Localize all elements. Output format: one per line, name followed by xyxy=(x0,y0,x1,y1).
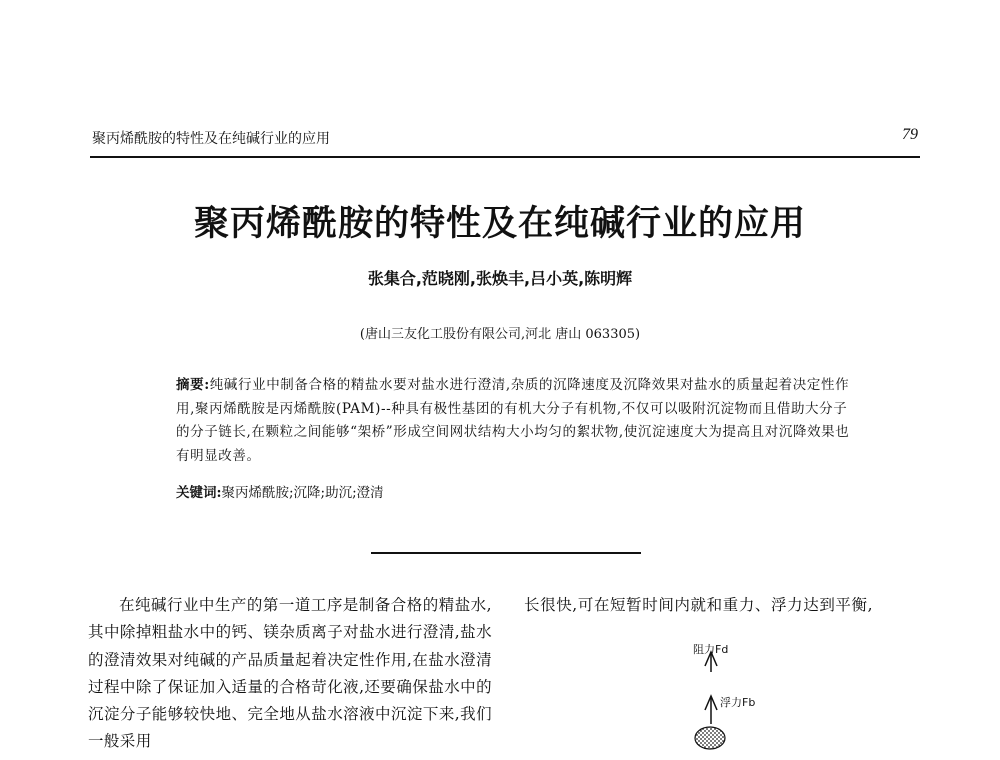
abstract-label: 摘要: xyxy=(176,377,210,393)
authors: 张集合,范晓刚,张焕丰,吕小英,陈明辉 xyxy=(367,269,633,288)
abstract-text: 纯碱行业中制备合格的精盐水要对盐水进行澄清,杂质的沉降速度及沉降效果对盐水的质量起着决定性作用,聚丙烯酰胺是丙烯酰胺(PAM)--种具有极性基团的有机大分子有机物,不仅可以吸附沉淀物而且借助大分子的分子链长,在颗粒之间能够“架桥”形成空间网状结构大小均匀的絮状物,使沉淀速度大为提高且对沉降效果也有明显改善。 xyxy=(176,377,850,464)
keywords xyxy=(176,482,852,504)
keywords-text: 聚丙烯酰胺;沉降;助沉;澄清 xyxy=(221,485,384,501)
drag-force-label: 阻力Fd xyxy=(693,643,729,656)
header-rule xyxy=(90,156,920,158)
page-number: 79 xyxy=(902,126,918,143)
buoyancy-arrow-icon xyxy=(705,696,717,724)
force-diagram xyxy=(640,630,840,760)
running-head xyxy=(92,128,918,148)
buoyancy-force-label: 浮力Fb xyxy=(720,696,756,709)
section-divider xyxy=(371,552,641,554)
particle-icon xyxy=(695,727,725,749)
body-column-left: 在纯碱行业中生产的第一道工序是制备合格的精盐水,其中除掉粗盐水中的钙、镁杂质离子对盐水进行澄清,盐水的澄清效果对纯碱的产品质量起着决定性作用,在盐水澄清过程中除了保证加入适量的合格苛化液,还要确保盐水中的沉淀分子能够较快地、完全地从盐水溶液中沉淀下来,我们一般采用 xyxy=(88,596,492,751)
running-head-title: 聚丙烯酰胺的特性及在纯碱行业的应用 xyxy=(92,131,330,147)
abstract xyxy=(176,374,852,468)
drag-arrow-icon xyxy=(705,652,717,672)
body-column-right: 长很快,可在短暂时间内就和重力、浮力达到平衡, xyxy=(524,596,874,614)
paper-title: 聚丙烯酰胺的特性及在纯碱行业的应用 xyxy=(193,203,806,244)
affiliation: (唐山三友化工股份有限公司,河北 唐山 063305) xyxy=(359,327,641,342)
keywords-label: 关键词: xyxy=(176,485,222,501)
